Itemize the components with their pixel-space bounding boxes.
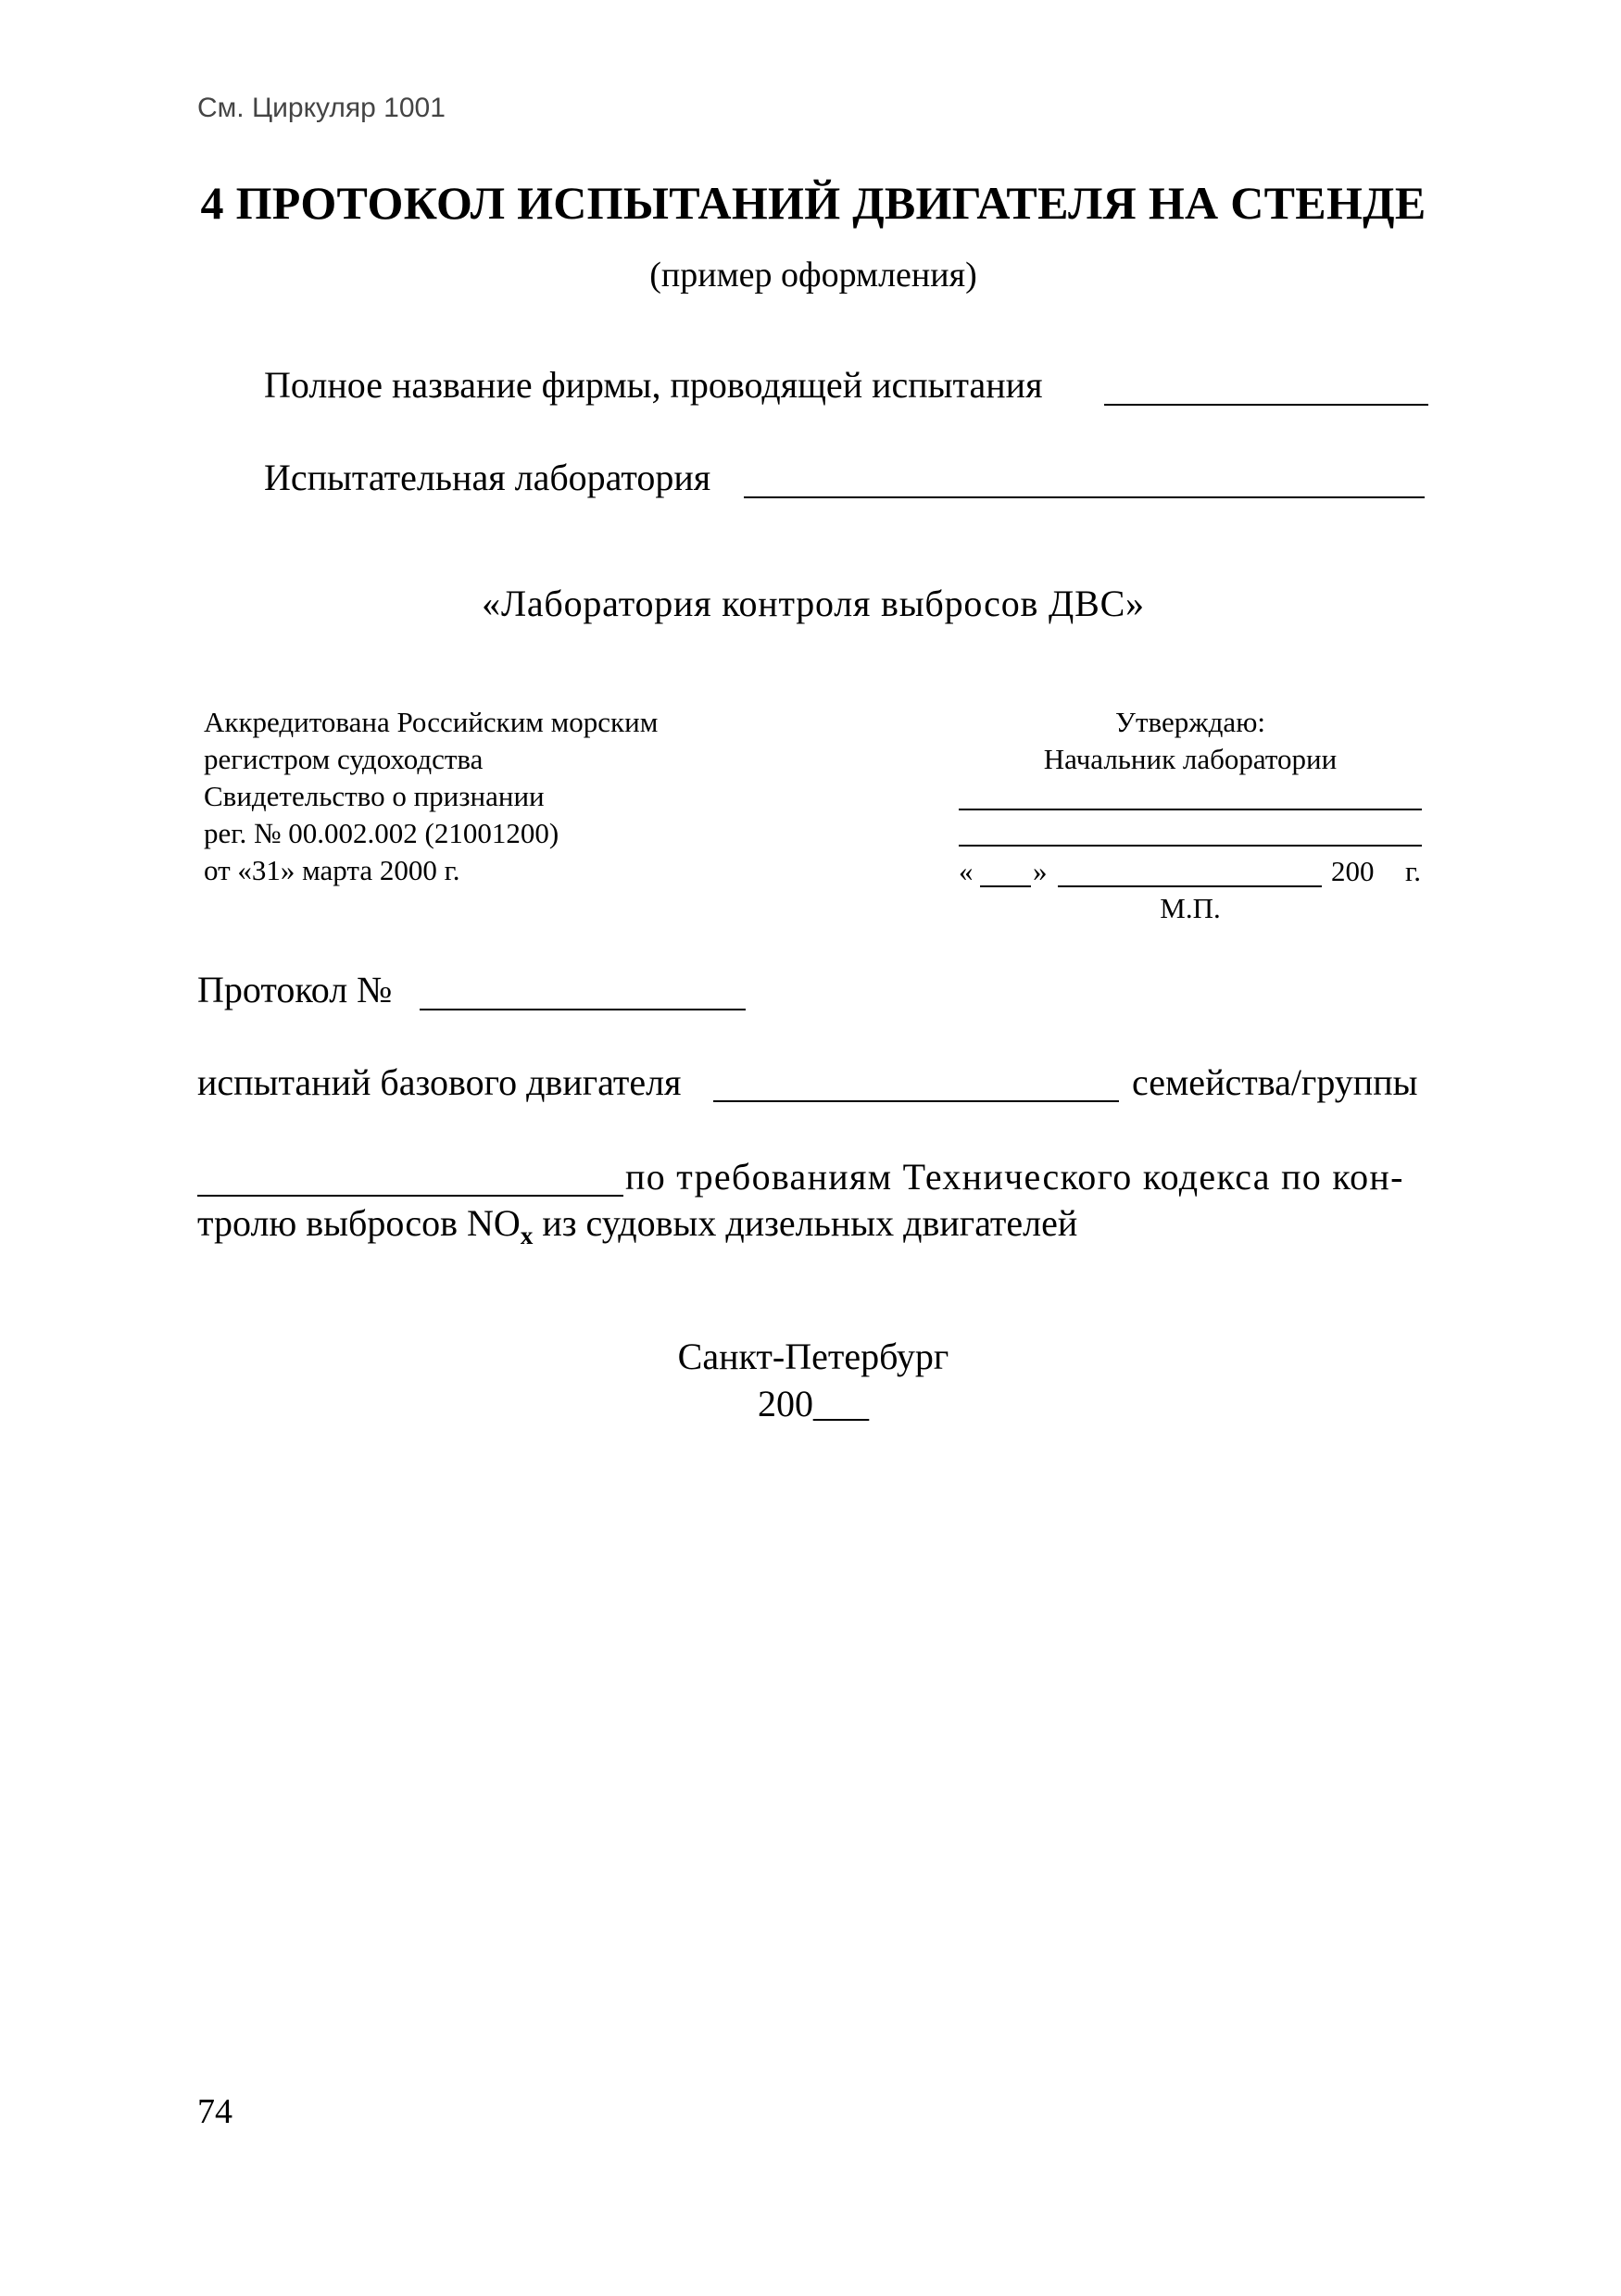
approval-day-blank[interactable]: [980, 885, 1031, 887]
company-name-label: Полное название фирмы, проводящей испытания: [264, 364, 1043, 406]
requirements-line-2: [197, 1201, 1077, 1250]
year: 200___: [758, 1383, 869, 1424]
requirements-line-1: по требованиям Технического кодекса по кон-: [625, 1156, 1404, 1198]
accreditation-line: Свидетельство о признании: [204, 780, 545, 812]
document-title: 4 ПРОТОКОЛ ИСПЫТАНИЙ ДВИГАТЕЛЯ НА СТЕНДЕ: [200, 177, 1426, 229]
approval-month-blank[interactable]: [1058, 885, 1322, 887]
document-subtitle: (пример оформления): [649, 256, 977, 295]
approval-date-close-quote: »: [1033, 855, 1048, 887]
approval-year-suffix: г.: [1405, 855, 1421, 887]
test-lab-blank[interactable]: [744, 496, 1425, 498]
name-line[interactable]: [959, 845, 1422, 847]
accreditation-block: [204, 704, 658, 889]
approval-position: Начальник лаборатории: [1043, 743, 1338, 775]
lab-name: «Лаборатория контроля выбросов ДВС»: [482, 583, 1145, 624]
accreditation-line: регистром судоходства: [204, 743, 484, 775]
approval-year-prefix: 200: [1331, 855, 1375, 887]
protocol-number-blank[interactable]: [420, 1009, 746, 1010]
accreditation-line: Аккредитована Российским морским: [204, 706, 659, 738]
city: Санкт-Петербург: [677, 1336, 949, 1377]
nox-subscript: x: [520, 1222, 534, 1249]
page-number: 74: [197, 2092, 232, 2131]
engine-line-suffix: семейства/группы: [1132, 1061, 1418, 1103]
test-lab-field: [264, 456, 710, 499]
test-lab-label: Испытательная лаборатория: [264, 457, 711, 498]
engine-line-prefix: испытаний базового двигателя: [197, 1061, 682, 1103]
accreditation-line: рег. № 00.002.002 (21001200): [204, 817, 559, 849]
accreditation-line: от «31» марта 2000 г.: [204, 854, 460, 886]
requirements-line-2-suffix: из судовых дизельных двигателей: [533, 1202, 1078, 1244]
approval-date-open-quote: «: [959, 855, 974, 887]
company-name-field: [264, 363, 1042, 407]
engine-group-blank[interactable]: [197, 1195, 623, 1197]
requirements-line-2-prefix: тролю выбросов NO: [197, 1202, 521, 1244]
approval-title: Утверждаю:: [1115, 706, 1265, 738]
company-name-blank[interactable]: [1104, 404, 1428, 406]
signature-line[interactable]: [959, 809, 1422, 810]
circular-reference: См. Циркуляр 1001: [197, 93, 446, 123]
engine-model-blank[interactable]: [713, 1100, 1119, 1102]
protocol-number-label: Протокол №: [197, 969, 393, 1010]
stamp-place: М.П.: [1160, 892, 1221, 924]
